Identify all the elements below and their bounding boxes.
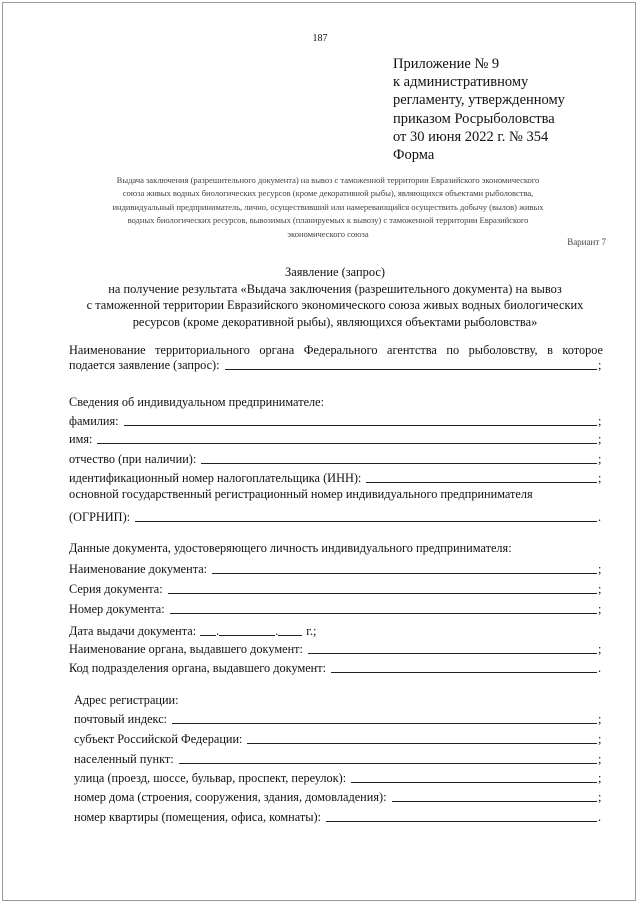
patronymic-field[interactable]	[69, 448, 604, 466]
appendix-line: к административному	[393, 74, 529, 91]
field-label: Код подразделения органа, выдавшего документ:	[69, 661, 327, 675]
input-line[interactable]	[172, 722, 597, 724]
variant-label: Вариант 7	[567, 237, 606, 247]
field-end: ;	[598, 602, 602, 616]
document-number-field[interactable]	[69, 598, 604, 616]
locality-field[interactable]	[74, 748, 604, 766]
field-end: ;	[598, 432, 602, 446]
input-line[interactable]	[168, 592, 597, 594]
street-field[interactable]	[74, 767, 604, 785]
appendix-line: Приложение № 9	[393, 56, 500, 72]
caption-line: союза живых водных биологических ресурсов (кроме декоративной рыбы), являющихся объектами рыболовства,	[122, 188, 534, 199]
field-label: отчество (при наличии):	[69, 452, 197, 466]
field-label: почтовый индекс:	[74, 712, 168, 726]
form-title	[40, 264, 630, 330]
issue-date-field[interactable]	[69, 620, 316, 638]
field-end: ;	[598, 414, 602, 428]
name-field[interactable]	[69, 428, 604, 446]
field-label: улица (проезд, шоссе, бульвар, проспект, переулок):	[74, 771, 347, 785]
page-number: 187	[312, 33, 328, 44]
region-field[interactable]	[74, 728, 604, 746]
field-label: номер дома (строения, сооружения, здания, домовладения):	[74, 790, 387, 804]
appendix-block	[393, 55, 565, 164]
title-line: с таможенной территории Евразийского экономического союза живых водных биологических	[86, 298, 584, 312]
field-end: .	[598, 661, 602, 675]
input-line[interactable]	[308, 652, 597, 654]
ogrnip-label: основной государственный регистрационный номер индивидуального предпринимателя	[69, 487, 533, 501]
field-label: (ОГРНИП):	[69, 510, 131, 524]
appendix-line: регламенту, утвержденному	[393, 92, 565, 109]
field-label: Наименование документа:	[69, 562, 208, 576]
day-input-line[interactable]	[200, 634, 216, 636]
territorial-body-field[interactable]	[69, 354, 604, 372]
field-label: населенный пункт:	[74, 752, 174, 766]
input-line[interactable]	[331, 671, 597, 673]
document-name-field[interactable]	[69, 558, 604, 576]
input-line[interactable]	[351, 781, 597, 783]
input-line[interactable]	[366, 481, 597, 483]
surname-field[interactable]	[69, 410, 604, 428]
input-line[interactable]	[97, 442, 597, 444]
caption-line: водных биологических ресурсов, вывозимых (планируемых к вывозу) с таможенной территории Евразийского	[127, 215, 529, 226]
input-line[interactable]	[201, 462, 597, 464]
field-end: ;	[598, 452, 602, 466]
field-label: Дата выдачи документа:	[69, 624, 197, 638]
caption-line: экономического союза	[287, 228, 369, 239]
field-end: .	[598, 810, 602, 824]
field-end: ;	[598, 358, 602, 372]
postal-code-field[interactable]	[74, 708, 604, 726]
field-end: ;	[598, 732, 602, 746]
caption-line: индивидуальный предприниматель, лично, осуществивший или намеревающийся осуществить добычу (вылов) живых	[112, 201, 544, 212]
field-label: подается заявление (запрос):	[69, 358, 220, 372]
issuer-code-field[interactable]	[69, 657, 604, 675]
month-input-line[interactable]	[219, 634, 275, 636]
inn-field[interactable]	[69, 467, 604, 485]
date-separator: .	[216, 624, 220, 638]
input-line[interactable]	[170, 612, 597, 614]
field-end: ;	[598, 562, 602, 576]
field-end: .	[598, 510, 602, 524]
field-label: фамилия:	[69, 414, 119, 428]
title-line: на получение результата «Выдача заключения (разрешительного документа) на вывоз	[108, 281, 562, 296]
field-label: субъект Российской Федерации:	[74, 732, 243, 746]
field-end: ;	[598, 642, 602, 656]
input-line[interactable]	[225, 368, 597, 370]
input-line[interactable]	[326, 820, 597, 822]
apartment-field[interactable]	[74, 806, 604, 824]
input-line[interactable]	[124, 424, 597, 426]
caption-line: Выдача заключения (разрешительного документа) на вывоз с таможенной территории Евразийского экономического	[116, 175, 540, 185]
appendix-line: приказом Росрыболовства	[393, 110, 555, 127]
field-end: ;	[598, 790, 602, 804]
year-input-line[interactable]	[278, 634, 302, 636]
ogrnip-field[interactable]	[69, 506, 604, 524]
field-end: ;	[598, 712, 602, 726]
field-label: Наименование органа, выдавшего документ:	[69, 642, 303, 656]
issuer-field[interactable]	[69, 638, 604, 656]
appendix-line: от 30 июня 2022 г. № 354	[393, 128, 549, 145]
address-heading: Адрес регистрации:	[74, 693, 179, 707]
year-suffix: г.;	[306, 624, 317, 638]
field-end: ;	[598, 771, 602, 785]
field-label: номер квартиры (помещения, офиса, комнаты):	[74, 810, 322, 824]
input-line[interactable]	[247, 742, 597, 744]
field-label: имя:	[69, 432, 93, 446]
entrepreneur-heading: Сведения об индивидуальном предпринимателе:	[69, 395, 325, 409]
field-label: идентификационный номер налогоплательщика (ИНН):	[69, 471, 362, 485]
title-line: Заявление (запрос)	[285, 265, 385, 279]
field-end: ;	[598, 471, 602, 485]
house-field[interactable]	[74, 786, 604, 804]
field-label: Номер документа:	[69, 602, 165, 616]
title-line: ресурсов (кроме декоративной рыбы), являющихся объектами рыболовства»	[132, 314, 538, 329]
input-line[interactable]	[392, 800, 598, 802]
identity-document-heading: Данные документа, удостоверяющего личность индивидуального предпринимателя:	[69, 541, 512, 555]
input-line[interactable]	[212, 572, 597, 574]
input-line[interactable]	[135, 520, 597, 522]
date-separator: .	[275, 624, 279, 638]
field-label: Серия документа:	[69, 582, 163, 596]
territorial-body-label: Наименование территориального органа Федерального агентства по рыболовству, в которое	[69, 343, 603, 357]
field-end: ;	[598, 582, 602, 596]
service-caption	[64, 174, 592, 241]
appendix-line: Форма	[393, 147, 435, 164]
field-end: ;	[598, 752, 602, 766]
document-series-field[interactable]	[69, 578, 604, 596]
input-line[interactable]	[179, 762, 597, 764]
